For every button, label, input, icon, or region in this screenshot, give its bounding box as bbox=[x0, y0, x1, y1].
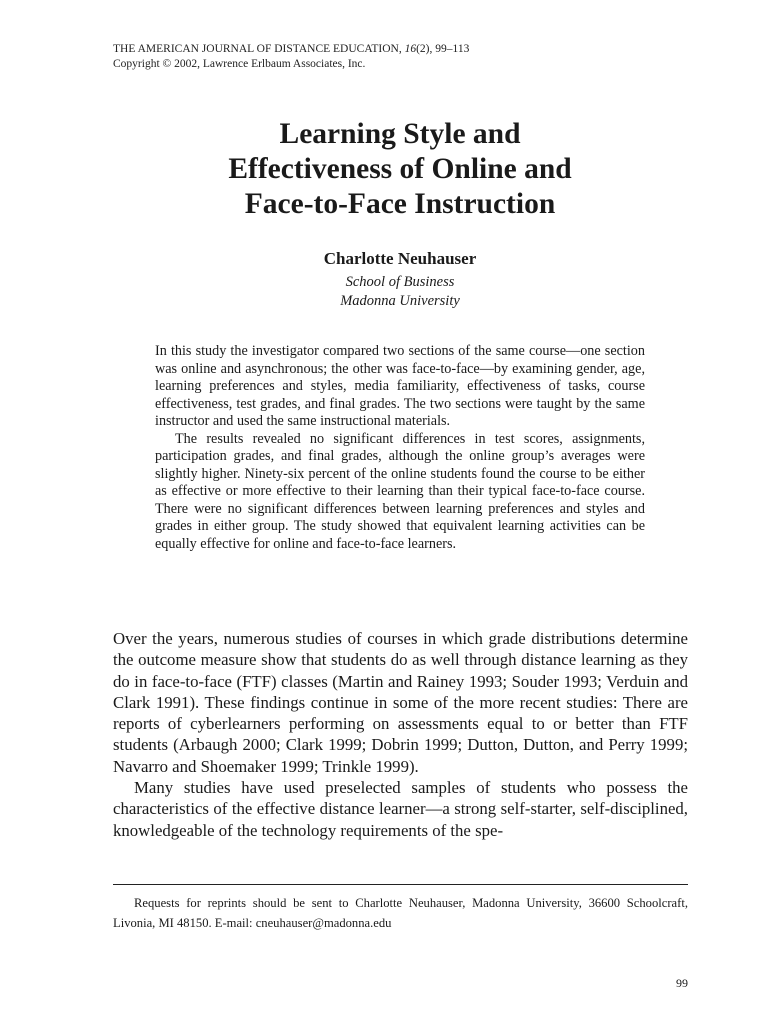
footnote-text: Requests for reprints should be sent to Charlotte Neuhauser, Madonna University, 36600 Schoolcraft, Livonia, MI 48150. E-mail: cneuhauser@madonna.edu bbox=[113, 896, 688, 930]
footnote-divider bbox=[113, 884, 688, 885]
abstract-paragraph: In this study the investigator compared two sections of the same course—one section was online and asynchronous; the other was face-to-face—by examining gender, age, learning preferences and styles, media familiarity, effectiveness of tasks, course effectiveness, test grades, and final grades. The two sections were taught by the same instructor and used the same instructional materials. bbox=[155, 343, 645, 429]
title-line: Effectiveness of Online and bbox=[228, 153, 572, 185]
journal-citation-line bbox=[113, 42, 469, 57]
title-line: Learning Style and bbox=[279, 118, 521, 150]
author-affiliation bbox=[100, 273, 700, 310]
journal-issue-pages: (2), 99–113 bbox=[416, 43, 470, 55]
abstract bbox=[155, 343, 645, 553]
running-head bbox=[113, 42, 469, 72]
page-number: 99 bbox=[676, 976, 688, 990]
footnote bbox=[113, 893, 688, 933]
body-text bbox=[113, 628, 688, 841]
author-name: Charlotte Neuhauser bbox=[323, 249, 477, 268]
affiliation-line: Madonna University bbox=[340, 292, 460, 309]
article-title bbox=[100, 117, 700, 222]
body-paragraph: Many studies have used preselected samples of students who possess the characteristics of the effective distance learner—a strong self-starter, self-disciplined, knowledgeable of the technology requirements of the spe- bbox=[113, 778, 688, 840]
affiliation-line: School of Business bbox=[345, 274, 455, 290]
copyright-line: Copyright © 2002, Lawrence Erlbaum Associates, Inc. bbox=[113, 58, 366, 70]
journal-name: THE AMERICAN JOURNAL OF DISTANCE EDUCATION, bbox=[113, 43, 405, 55]
journal-volume: 16 bbox=[404, 43, 417, 55]
abstract-paragraph: The results revealed no significant differences in test scores, assignments, participation grades, and final grades, although the online group’s averages were slightly higher. Ninety-six percent of the online students found the course to be either as effective or more effective to their learning than their typical face-to-face course. There were no significant differences between learning preferences and styles and grades in either group. The study showed that equivalent learning activities can be equally effective for online and face-to-face learners. bbox=[155, 430, 645, 552]
body-paragraph: Over the years, numerous studies of courses in which grade distributions determine the outcome measure show that students do as well through distance learning as they do in face-to-face (FTF) classes (Martin and Rainey 1993; Souder 1993; Verduin and Clark 1991). These findings continue in some of the more recent studies: There are reports of cyberlearners performing on assessments equal to or better than FTF students (Arbaugh 2000; Clark 1999; Dobrin 1999; Dutton, Dutton, and Perry 1999; Navarro and Shoemaker 1999; Trinkle 1999). bbox=[113, 629, 688, 776]
title-line: Face-to-Face Instruction bbox=[244, 188, 556, 220]
